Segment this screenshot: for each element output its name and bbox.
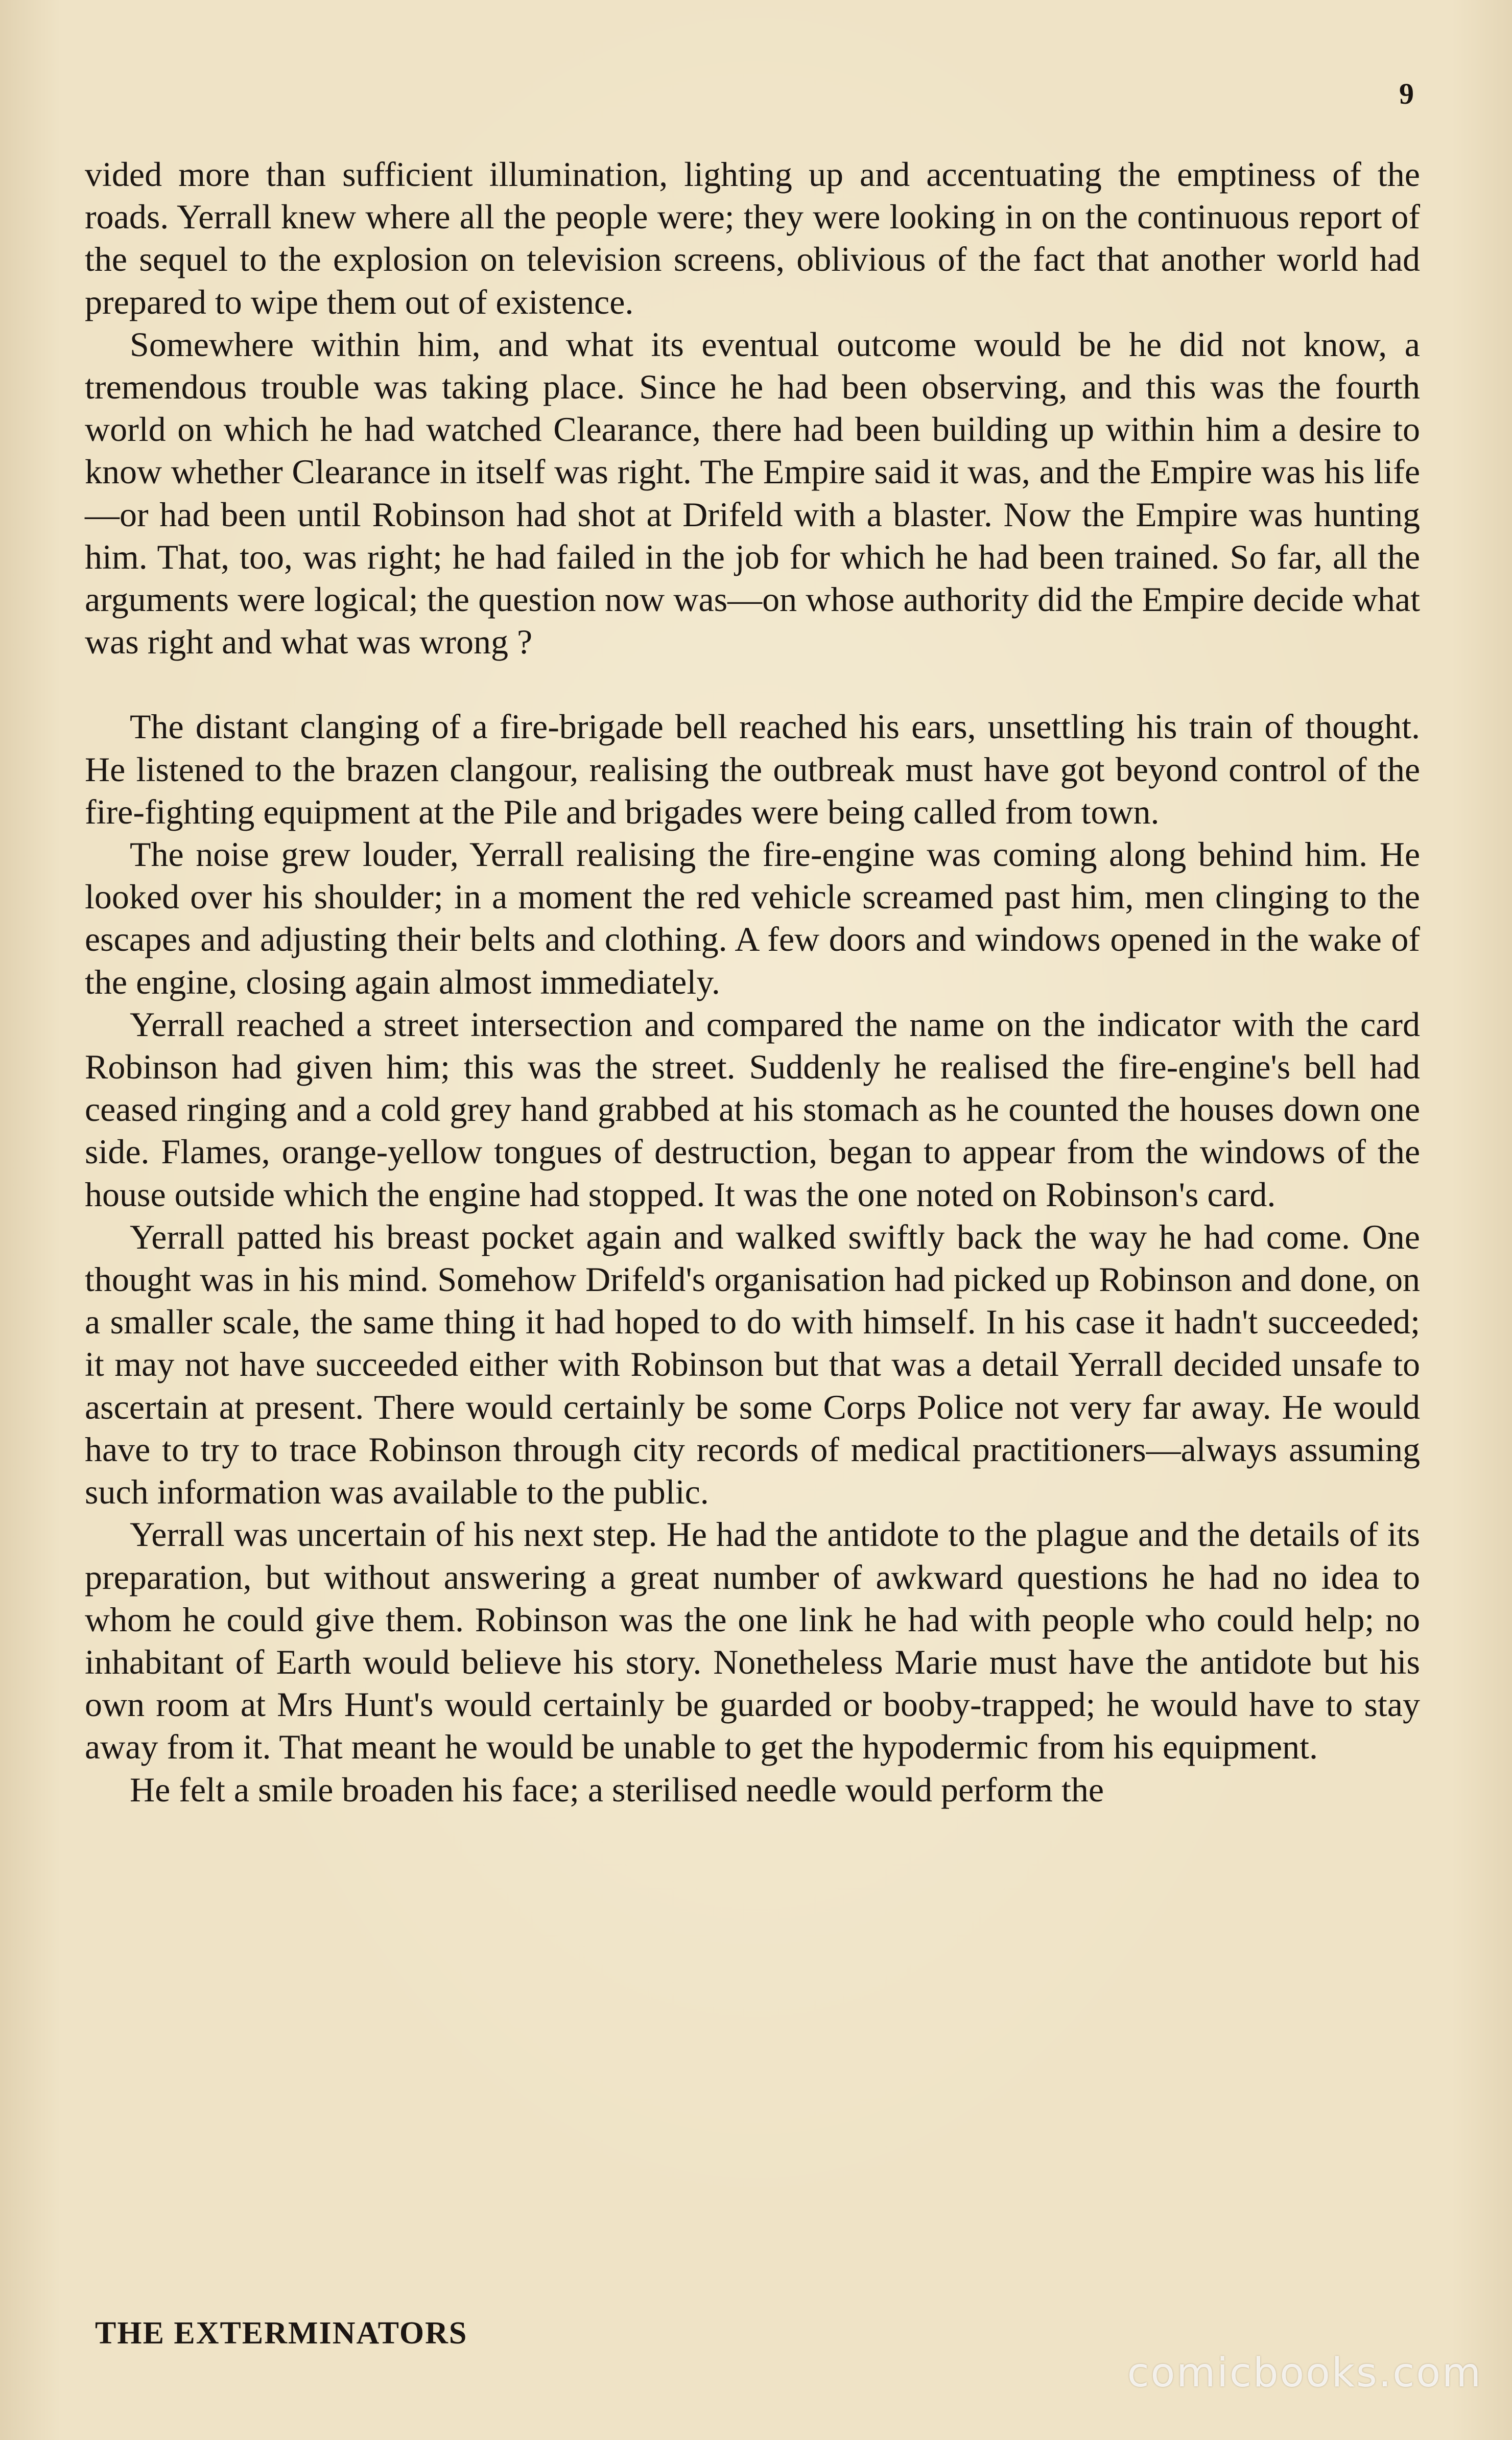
paragraph-fire-bell: The distant clanging of a fire-brigade bell reached his ears, unsettling his train of thought. He listened to the brazen clangour, realising the outbreak must have got beyond control of the fire-fighting equipment at the Pile and brigades were being called from town. — [85, 707, 1420, 831]
paragraph-smile: He felt a smile broaden his face; a sterilised needle would perform the — [130, 1770, 1104, 1809]
paragraph-intersection: Yerrall reached a street intersection and compared the name on the indicator with the card Robinson had given him; this was the street. Suddenly he realised the fire-engine's bell had ceased ringing and a cold grey hand grabbed at his stomach as he counted the houses down one side. Flames, orange-yellow tongues of destruction, began to appear from the windows of the house outside which the engine had stopped. It was the one noted on Robinson's card. — [85, 1004, 1420, 1214]
page-number: 9 — [1399, 77, 1414, 110]
paragraph-fire-engine: The noise grew louder, Yerrall realising the fire-engine was coming along behind him. He looked over his shoulder; in a moment the red vehicle screamed past him, men clinging to the escapes and adjusting their belts and clothing. A few doors and windows opened in the wake of the engine, closing again almost immediately. — [85, 835, 1420, 1001]
paragraph-trouble: Somewhere within him, and what its eventual outcome would be he did not know, a tremendous trouble was taking place. Since he had been observing, and this was the fourth world on which he had watched Clearance, there had been building up within him a desire to know whether Clearance in itself was right. The Empire said it was, and the Empire was his life—or had been until Robinson had shot at Drifeld with a blaster. Now the Empire was hunting him. That, too, was right; he had failed in the job for which he had been trained. So far, all the arguments were logical; the question now was—on whose authority did the Empire decide what was right and what was wrong ? — [85, 324, 1420, 662]
paragraph-breast-pocket: Yerrall patted his breast pocket again and walked swiftly back the way he had come. One thought was in his mind. Somehow Drifeld's organisation had picked up Robinson and done, on a smaller scale, the same thing it had hoped to do with himself. In his case it hadn't succeeded; it may not have succeeded either with Robinson but that was a detail Yerrall decided unsafe to ascertain at present. There would certainly be some Corps Police not very far away. He would have to try to trace Robinson through city records of medical practitioners—always assuming such information was available to the public. — [85, 1217, 1420, 1512]
paragraph-continuation: vided more than sufficient illumination, lighting up and accentuating the emptiness of the roads. Yerrall knew where all the people were; they were looking in on the continuous report of the sequel to the explosion on television screens, oblivious of the fact that another world had prepared to wipe them out of existence. — [85, 155, 1420, 321]
running-footer: THE EXTERMINATORS — [95, 2316, 468, 2351]
paragraph-next-step: Yerrall was uncertain of his next step. He had the antidote to the plague and the details of its preparation, but without answering a great number of awkward questions he had no idea to whom he could give them. Robinson was the one link he had with people who could help; no inhabitant of Earth would believe his story. Nonetheless Marie must have the antidote but his own room at Mrs Hunt's would certainly be guarded or booby-trapped; he would have to stay away from it. That meant he would be unable to get the hypodermic from his equipment. — [85, 1515, 1420, 1767]
watermark: comicbooks.com — [1127, 2350, 1482, 2396]
body-text — [85, 153, 1420, 1811]
